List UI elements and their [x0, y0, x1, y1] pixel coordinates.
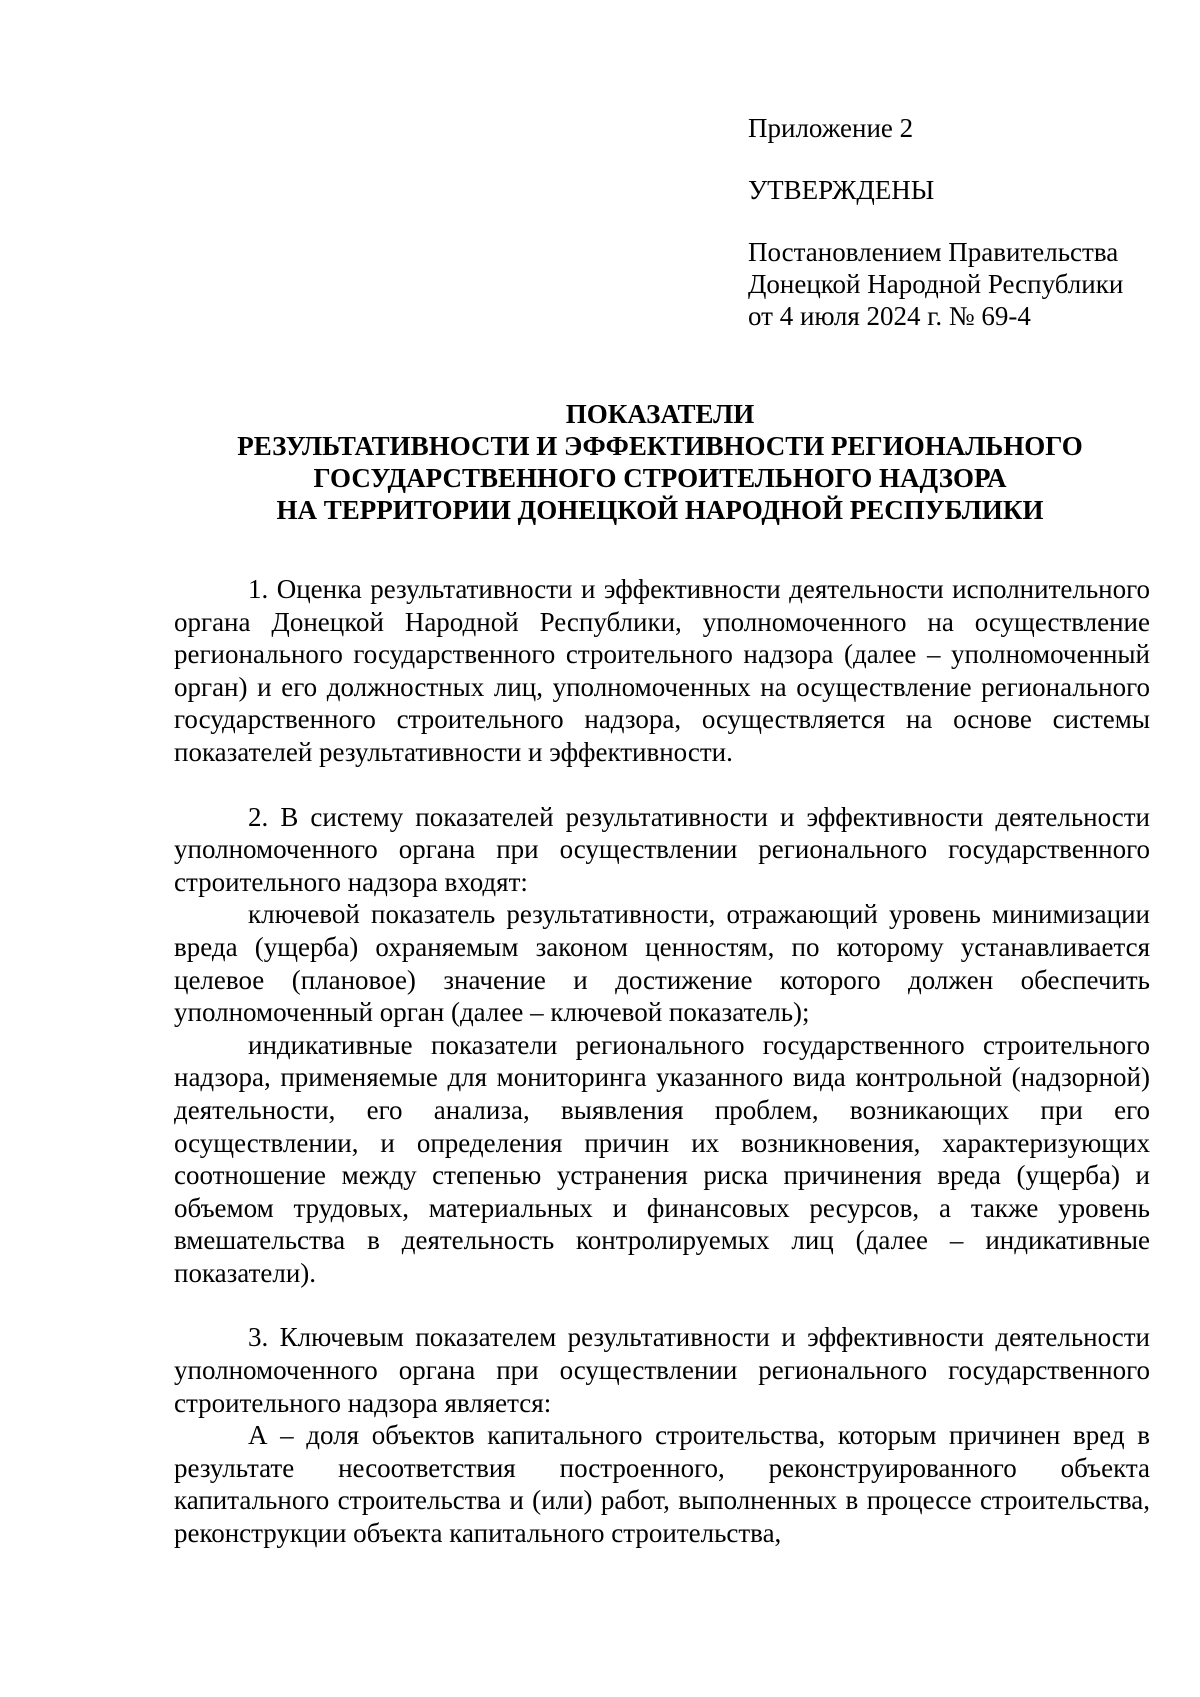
paragraph-2-key-indicator: ключевой показатель результативности, отражающий уровень минимизации вреда (ущерба) охраняемым законом ценностям, по которому устанавливается целевое (плановое) значение и достижение которого должен обеспечить уполномоченный орган (далее – ключевой показатель);	[174, 899, 1150, 1028]
decree-line-1: Постановлением Правительства	[748, 237, 1119, 267]
appendix-label: Приложение 2	[748, 113, 914, 143]
document-body	[174, 573, 1150, 1550]
paragraph-2: 2. В систему показателей результативности и эффективности деятельности уполномоченного органа при осуществлении регионального государственного строительного надзора входят:	[174, 801, 1150, 897]
approved-label: УТВЕРЖДЕНЫ	[748, 175, 935, 205]
title-line-3: ГОСУДАРСТВЕННОГО СТРОИТЕЛЬНОГО НАДЗОРА	[313, 463, 1007, 493]
paragraph-1: 1. Оценка результативности и эффективности деятельности исполнительного органа Донецкой Народной Республики, уполномоченного на осуществление регионального государственного строительного надзора (далее – уполномоченный орган) и его должностных лиц, уполномоченных на осуществление регионального государственного строительного надзора, осуществляется на основе системы показателей результативности и эффективности.	[174, 574, 1150, 767]
title-line-4: НА ТЕРРИТОРИИ ДОНЕЦКОЙ НАРОДНОЙ РЕСПУБЛИКИ	[276, 495, 1044, 525]
paragraph-3-indicator-a: А – доля объектов капитального строительства, которым причинен вред в результате несоответствия построенного, реконструированного объекта капитального строительства и (или) работ, выполненных в процессе строительства, реконструкции объекта капитального строительства,	[174, 1420, 1150, 1549]
title-line-2: РЕЗУЛЬТАТИВНОСТИ И ЭФФЕКТИВНОСТИ РЕГИОНАЛЬНОГО	[237, 431, 1083, 461]
document-title	[170, 398, 1150, 526]
paragraph-3: 3. Ключевым показателем результативности и эффективности деятельности уполномоченного органа при осуществлении регионального государственного строительного надзора является:	[174, 1322, 1150, 1418]
decree-line-2: Донецкой Народной Республики	[748, 269, 1124, 299]
title-line-1: ПОКАЗАТЕЛИ	[565, 399, 755, 429]
approval-block	[748, 112, 1168, 332]
decree-line-3: от 4 июля 2024 г. № 69-4	[748, 301, 1031, 331]
paragraph-2-indicative-indicators: индикативные показатели регионального государственного строительного надзора, применяемые для мониторинга указанного вида контрольной (надзорной) деятельности, его анализа, выявления проблем, возникающих при его осуществлении, и определения причин их возникновения, характеризующих соотношение между степенью устранения риска причинения вреда (ущерба) и объемом трудовых, материальных и финансовых ресурсов, а также уровень вмешательства в деятельность контролируемых лиц (далее – индикативные показатели).	[174, 1029, 1150, 1288]
